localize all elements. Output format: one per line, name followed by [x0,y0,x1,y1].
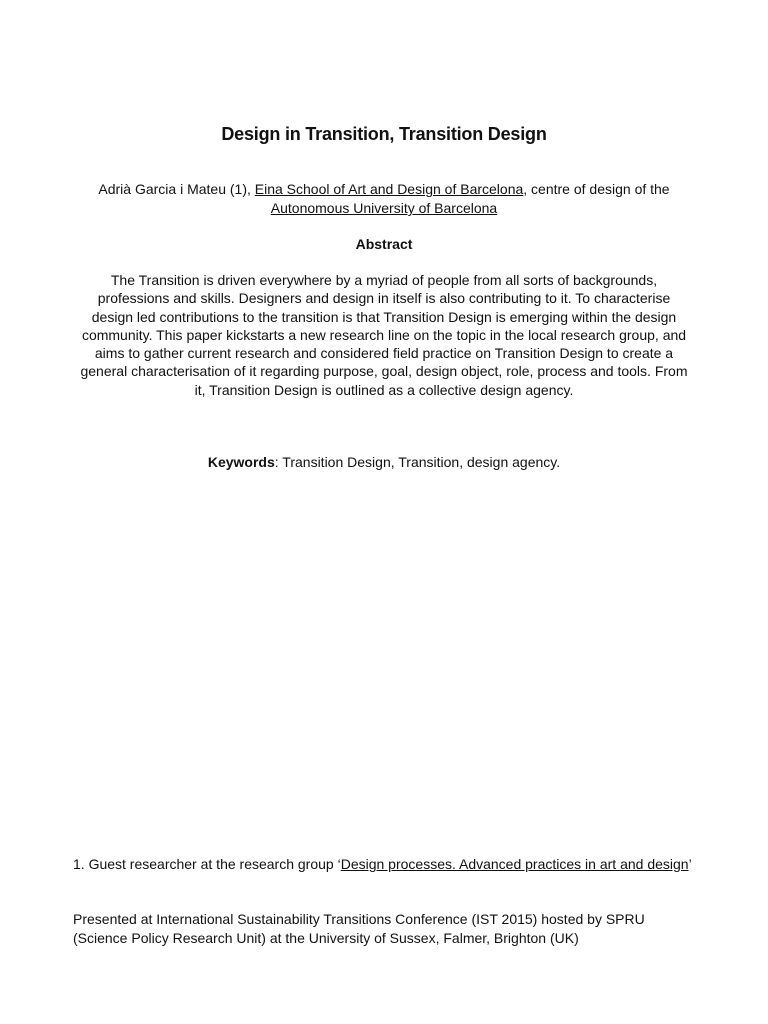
footnote-suffix: ’ [688,856,692,872]
research-group-link[interactable]: Design processes. Advanced practices in art and design [340,856,689,872]
footnote [73,855,713,873]
keywords-label: Keywords [207,454,275,470]
author-name: Adrià Garcia i Mateu (1), [98,181,255,197]
keywords-text: : Transition Design, Transition, design agency. [274,454,561,470]
university-link[interactable]: Autonomous University of Barcelona [270,200,498,216]
presented-note: Presented at International Sustainability Transitions Conference (IST 2015) hosted by SPRU (Science Policy Research Unit) at the University of Sussex, Falmer, Brighton (UK) [73,911,645,946]
abstract-heading: Abstract [355,236,413,252]
affiliation-connector: , centre of design of the [523,181,670,197]
author-line [90,180,678,218]
footnote-prefix: 1. Guest researcher at the research group ‘ [73,856,341,872]
paper-title: Design in Transition, Transition Design [221,124,547,144]
keywords-line [0,454,768,470]
abstract-body: The Transition is driven everywhere by a myriad of people from all sorts of backgrounds, professions and skills. Designers and design in itself is also contributing to it. To characterise design led contributions to the transition is that Transition Design is emerging within the design community. This paper kickstarts a new research line on the topic in the local research group, and aims to gather current research and considered field practice on Transition Design to create a general characterisation of it regarding purpose, goal, design object, role, process and tools. From it, Transition Design is outlined as a collective design agency. [80,272,688,398]
affiliation-link[interactable]: Eina School of Art and Design of Barcelona [254,181,524,197]
